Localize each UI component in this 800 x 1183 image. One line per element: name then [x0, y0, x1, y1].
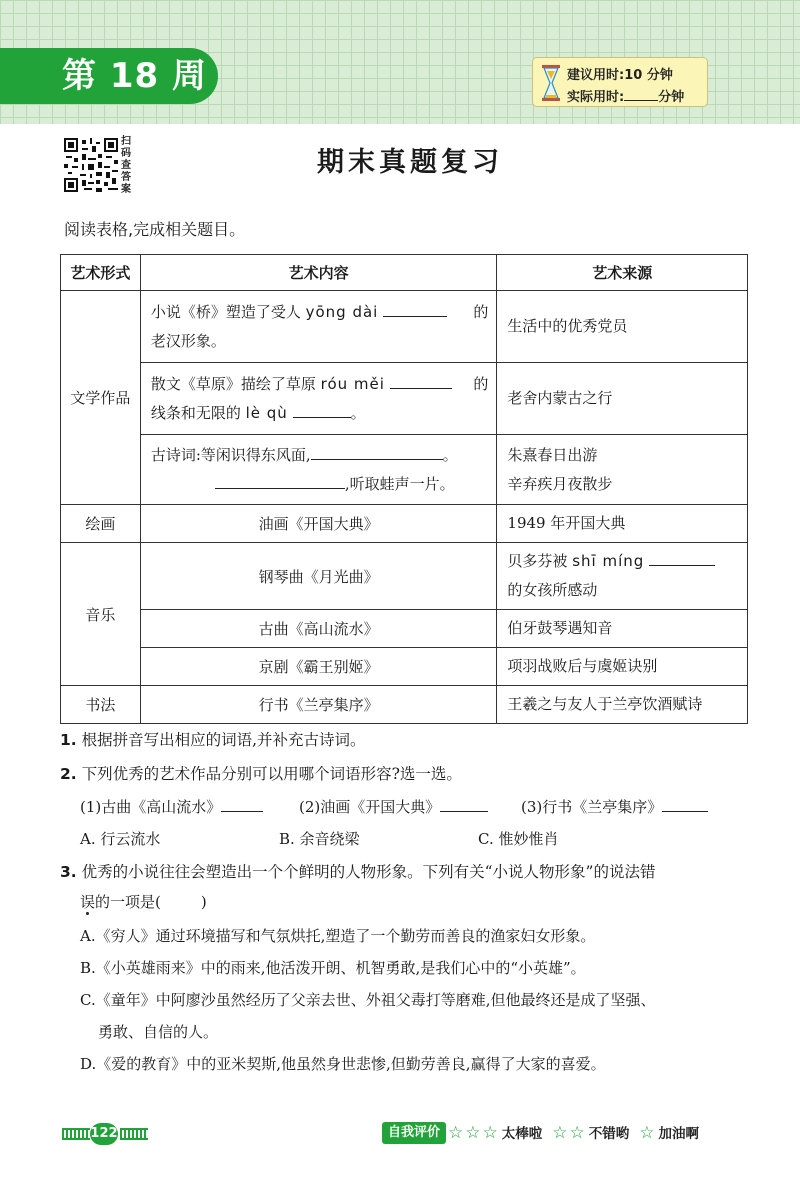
source-poem: 朱熹春日出游 辛弃疾月夜散步: [497, 435, 748, 505]
star-icon: ☆: [552, 1123, 568, 1143]
q2-option-b: B. 余音绕梁: [279, 830, 360, 848]
literature-novel: 小说《桥》塑造了受人 yōng dài 的 老汉形象。: [140, 291, 497, 363]
stripe-decoration: [62, 1128, 90, 1140]
suggested-time: 建议用时:10 分钟: [567, 68, 673, 83]
emphasis-dot: [86, 912, 89, 915]
q2-item-1: (1)古曲《高山流水》: [80, 796, 263, 817]
table-row: [61, 291, 748, 363]
instruction: 阅读表格,完成相关题目。: [64, 220, 246, 239]
table-row: [61, 435, 748, 505]
music-guqu: 古曲《高山流水》: [140, 610, 497, 648]
form-calligraphy: 书法: [61, 686, 141, 724]
answer-blank[interactable]: [440, 796, 488, 812]
table-row: [61, 363, 748, 435]
actual-time: 实际用时: 分钟: [567, 90, 685, 105]
table-row: [61, 648, 748, 686]
form-music: 音乐: [61, 543, 141, 686]
actual-time-blank[interactable]: [624, 89, 658, 101]
q2-option-c: C. 惟妙惟肖: [478, 830, 559, 848]
time-box: [532, 57, 708, 107]
source-prose: 老舍内蒙古之行: [497, 363, 748, 435]
stripe-decoration: [120, 1128, 148, 1140]
answer-blank[interactable]: [662, 796, 708, 812]
music-guqu-source: 伯牙鼓琴遇知音: [497, 610, 748, 648]
page-number: 122: [90, 1123, 118, 1145]
rating-3-stars[interactable]: ☆ ☆ ☆ 太棒啦: [448, 1123, 543, 1143]
q3-option-d: D.《爱的教育》中的亚米契斯,他虽然身世悲惨,但勤劳善良,赢得了大家的喜爱。: [80, 1055, 606, 1073]
table-header-row: [61, 255, 748, 291]
answer-blank[interactable]: [221, 796, 263, 812]
header-content: 艺术内容: [140, 255, 497, 291]
literature-poem: 古诗词:等闲识得东风面, 。 ,听取蛙声一片。: [140, 435, 497, 505]
answer-blank[interactable]: [293, 402, 351, 418]
answer-blank[interactable]: [390, 373, 452, 389]
self-eval-label: 自我评价: [382, 1122, 446, 1144]
header-form: 艺术形式: [61, 255, 141, 291]
q3-option-a: A.《穷人》通过环境描写和气氛烘托,塑造了一个勤劳而善良的渔家妇女形象。: [80, 927, 596, 945]
q3-option-c-line2: 勇敢、自信的人。: [98, 1023, 219, 1041]
hourglass-icon: [541, 64, 561, 102]
literature-prose: 散文《草原》描绘了草原 róu měi 的 线条和无限的 lè qù 。: [140, 363, 497, 435]
star-icon: ☆: [465, 1123, 481, 1143]
page-number-badge: [60, 1123, 148, 1145]
form-literature: 文学作品: [61, 291, 141, 505]
answer-blank[interactable]: [383, 301, 447, 317]
q3-option-b: B.《小英雄雨来》中的雨来,他活泼开朗、机智勇敢,是我们心中的“小英雄”。: [80, 959, 586, 977]
calligraphy-content: 行书《兰亭集序》: [140, 686, 497, 724]
table-row: [61, 610, 748, 648]
q2-item-2: (2)油画《开国大典》: [299, 796, 488, 817]
header-source: 艺术来源: [497, 255, 748, 291]
answer-blank[interactable]: [649, 550, 715, 566]
source-novel: 生活中的优秀党员: [497, 291, 748, 363]
form-painting: 绘画: [61, 505, 141, 543]
qr-label: 扫码查答案: [121, 136, 131, 195]
self-evaluation: [382, 1122, 707, 1144]
week-label: 第 18 周: [0, 48, 218, 104]
star-icon: ☆: [639, 1123, 655, 1143]
music-piano: 钢琴曲《月光曲》: [140, 543, 497, 610]
q2-option-a: A. 行云流水: [80, 830, 161, 848]
question-3-line2: 误的一项是( ): [80, 893, 207, 911]
music-opera: 京剧《霸王别姬》: [140, 648, 497, 686]
music-piano-source: 贝多芬被 shī míng 的女孩所感动: [497, 543, 748, 610]
table-row: [61, 686, 748, 724]
painting-content: 油画《开国大典》: [140, 505, 497, 543]
table-row: [61, 505, 748, 543]
star-icon: ☆: [569, 1123, 585, 1143]
music-opera-source: 项羽战败后与虞姬诀别: [497, 648, 748, 686]
star-icon: ☆: [448, 1123, 464, 1143]
page-title: 期末真题复习: [317, 147, 503, 178]
painting-source: 1949 年开国大典: [497, 505, 748, 543]
calligraphy-source: 王羲之与友人于兰亭饮酒赋诗: [497, 686, 748, 724]
rating-1-star[interactable]: ☆ 加油啊: [639, 1123, 700, 1143]
table-row: [61, 543, 748, 610]
question-1: 1. 根据拼音写出相应的词语,并补充古诗词。: [60, 731, 366, 749]
question-2: 2. 下列优秀的艺术作品分别可以用哪个词语形容?选一选。: [60, 765, 462, 783]
rating-2-stars[interactable]: ☆ ☆ 不错哟: [552, 1123, 630, 1143]
question-3: 3. 优秀的小说往往会塑造出一个个鲜明的人物形象。下列有关“小说人物形象”的说法错: [60, 863, 656, 881]
answer-blank[interactable]: [311, 444, 443, 460]
q2-item-3: (3)行书《兰亭集序》: [521, 796, 708, 817]
art-table: [60, 254, 748, 724]
star-icon: ☆: [482, 1123, 498, 1143]
q3-option-c-line1: C.《童年》中阿廖沙虽然经历了父亲去世、外祖父毒打等磨难,但他最终还是成了坚强、: [80, 991, 656, 1009]
answer-blank[interactable]: [215, 473, 345, 489]
